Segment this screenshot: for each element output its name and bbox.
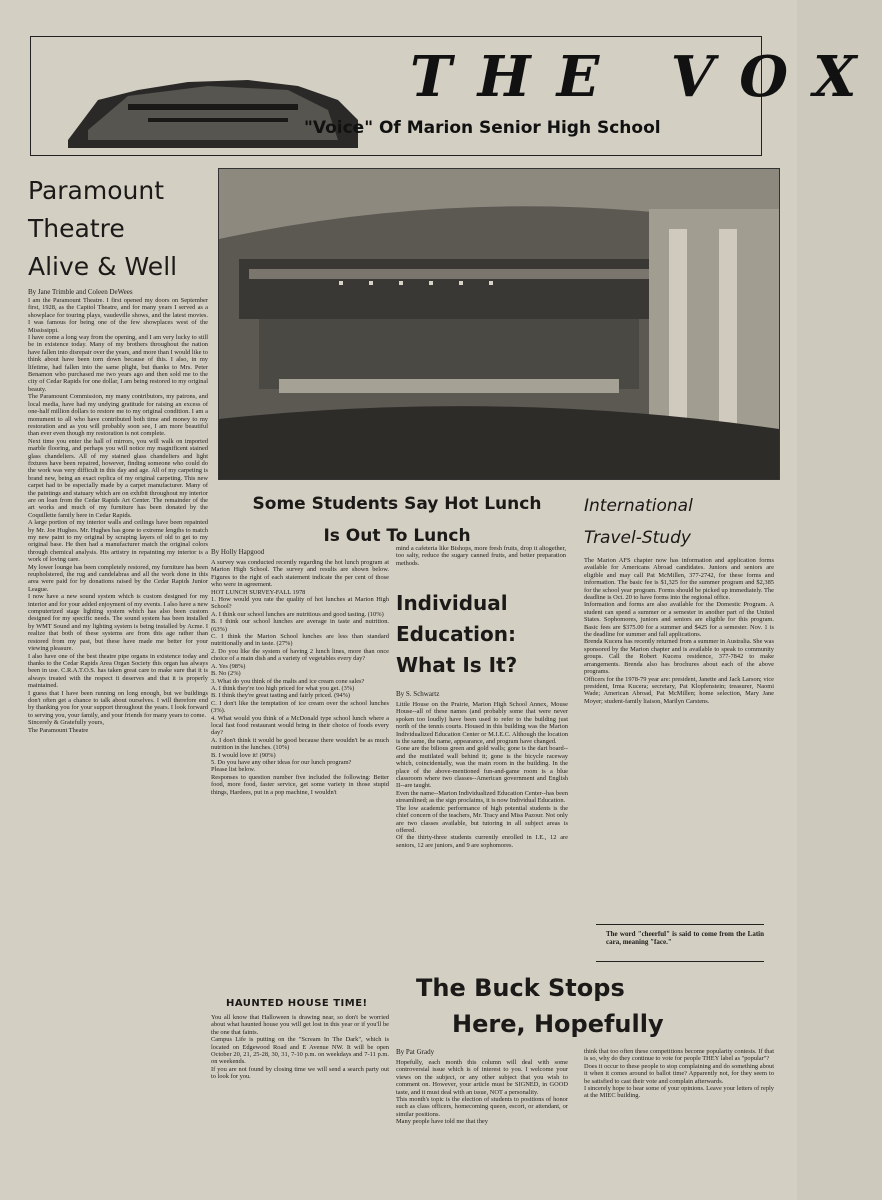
lunch-headline-line-1: Some Students Say Hot Lunch [252,494,542,514]
travel-headline-line-1: International [584,496,693,516]
individual-headline-line-3: What Is It? [396,653,518,677]
cheerful-box [596,924,764,962]
buck-column-1: Hopefully, each month this column will deal with some controversial issue which is of interest to you. I welcome your views on the subject, or any other subject that you wish to comment on. However, your article must be SIGNED, in GOOD taste, and it must deal with an issue, NOT a personality. This month's topic is the election of students to positions of honor such as class officers, homecoming queen, escort, or attendant, or similar positions. Many people have told me that they [396,1059,568,1126]
individual-body: Little House on the Prairie, Marion High School Annex, Mouse House--all of these names (and probably some that were never spoken too loudly) have been used to refer to the building just north of the tennis courts. Housed in this building was the Marion Individualized Education Center or M.I.E.C. Although the location is the same, the name, appearance, and program have changed. Gone are the bilious green and gold walls; gone is the dart board--and the mutilated wall behind it; gone is the bicycle raceway which, coincidentally, was the main room in the building. In the place of the above-mentioned fun-and-game room is a blue classroom where two classes--American government and English II--are taught. Even the name--Marion Individualized Education Center--has been streamlined; as the sign proclaims, it is now Individual Education. The low academic performance of high potential students is the chief concern of the teachers, Mr. Tracy and Miss Pazour. Not only are two classes available, but tutoring in all subject areas is offered. Of the thirty-three students currently enrolled in I.E., 12 are seniors, 12 are juniors, and 9 are sophomores. [396,701,568,849]
individual-headline [396,588,566,681]
masthead-title: THE VOX [410,44,882,110]
individual-headline-line-1: Individual [396,591,508,615]
paramount-headline-line-1: Paramount [28,176,165,205]
buck-headline-line-1: The Buck Stops [416,974,625,1002]
paramount-headline [28,172,177,286]
buck-headline [396,970,776,1042]
paramount-byline: By Jane Trimble and Coleen DeWees [28,288,133,296]
theatre-photo-drawing [219,169,779,479]
buck-column-2: think that too often these competitions become popularity contests. If that is so, why do they continue to vote for people THEY label as "popular"? Does it occur to these people to stop complaining and do something about it when it comes around to ballot time? Apparently not, for they seem to be satisfied to cast their vote and complain afterwards. I sincerely hope to hear some of your opinions. Leave your letters of reply at the MIEC building. [584,1048,774,1100]
lunch-byline: By Holly Hapgood [211,548,265,556]
lunch-headline [232,488,562,552]
buck-byline: By Pat Grady [396,1048,435,1056]
paramount-headline-line-2: Theatre [28,214,125,243]
lunch-body: A survey was conducted recently regarding the hot lunch program at Marion High School. The survey and results are shown below. Figures to the right of each statement indicate the per cent of those who were in agreement. HOT LUNCH SURVEY-FALL 1978 1. How would you rate the quality of hot lunches at Marion High School? A. I think our school lunches are nutritious and good tasting. (10%) B. I think our school lunches are average in taste and nutrition. (63%) C. I think the Marion School lunches are less than standard nutritionally and in taste. (27%) 2. Do you like the system of having 2 lunch lines, more than once choice of a main dish and a variety of vegetables every day? A. Yes (98%) B. No (2%) 3. What do you think of the malts and ice cream cone sales? A. I think they're too high priced for what you get. (3%) B. I think they're great tasting and fairly priced. (94%) C. I don't like the temptation of ice cream over the school lunches (3%). 4. What would you think of a McDonald type school lunch where a local fast food restaurant would bring in their choice of foods every day? A. I don't think it would be good because there wouldn't be as much nutrition in the lunches. (10%) B. I would love it! (90%) 5. Do you have any other ideas for our lunch program? Please list below. Responses to question number five included the following: Better food, more food, faster service, get some variety in those stupid things, Hardees, put in a pop machine, I wouldn't [211,559,389,796]
paramount-headline-line-3: Alive & Well [28,252,178,281]
paramount-body: I am the Paramount Theatre. I first opened my doors on September first, 1928, as the Capitol Theatre, and for many years I served as a showplace for touring plays, vaudeville shows, and the latest movies. I was famous for being one of the few showplaces west of the Mississippi. I have come a long way from the opening, and I am very lucky to still be in existence today. Many of my brothers throughout the nation have fallen into disrepair over the years, and more than I would like to think about have been torn down because of this. I also, in my lifetime, had fallen into the same plight, but thanks to Mrs. Peter Benamon who purchased me two years ago and then sold me to the city of Cedar Rapids for one dollar, I am being restored to my original beauty. The Paramount Commission, my many contributors, my patrons, and local media, have had my undying gratitude for raising an excess of one-half million dollars to restore me to my original condition. I am a monument to all who have contributed both time and money to my restoration and as you will probably soon see, I am more beautiful than ever even though my restoration is not complete. Next time you enter the hall of mirrors, you will walk on imported marble flooring, and perhaps you will notice my magnificent stained glass chandeliers. All of my stained glass chandeliers and light fixtures have been repaired, however, finding someone who could do the work was very difficult in this day and age. All of my carpeting is brand new, being an exact replica of my original carpeting. This new carpet had to be especially made by a carpet manufacturer. Many of the paintings and statuary which are on exhibit throughout my interior are on loan from the Cedar Rapids Art Center. The remainder of the art works and much of my furniture has been donated by the Coquillette family here in Cedar Rapids. A large portion of my interior walls and ceilings have been repainted by Mr. Joe Hughes. Mr. Hughes has gone to extreme lengths to match my new paint to my original by scraping layers of old to get to my original base. He then had a manufacturer match the original colors through chemical analysis. His artistry in repainting my interior is a work of loving care. My lower lounge has been completely restored, my furniture has been reupholstered, the rug and candelabras and all the work done in this area were paid for by donations raised by the Cedar Rapids Junior League. I now have a new sound system which is custom designed for my interior and for your added enjoyment of my events. I also have a new computerized stage lighting system which has also been custom designed for my specific needs. The sound system has been installed by WMT Sound and my lighting system is being installed by Acme. I realize that both of these systems are from this age rather than restored from my past, but these have made me better for your viewing pleasure. I also have one of the best theatre pipe organs in existence today and thanks to the Cedar Rapids Area Organ Society this organ has always been in use. C.R.A.T.O.S. has taken great care to make sure that it is always treated with the respect it deserves and that it is properly maintained. I guess that I have been running on long enough, but we buildings don't often get a chance to talk about ourselves. I will therefore end by thanking you for your support throughout the years. I look forward to serving you, your family, and your friends for many years to come. Sincerely & Gratefully yours, The Paramount Theatre [28,297,208,734]
masthead-subtitle: "Voice" Of Marion Senior High School [304,118,661,138]
lunch-body-continued: mind a cafeteria like Bishops, more fresh fruits, drop it altogether, too salty, reduce the sugary canned fruits, and better preparation methods. [396,545,566,567]
haunted-body: You all know that Halloween is drawing near, so don't be worried about what haunted house you will get lost in this year or if you'll be the one that faints. Campus Life is putting on the "Scream In The Dark", which is located on Edgewood Road and E Avenue NW. It will be open October 20, 21, 25-28, 30, 31, 7-10 p.m. on weekdays and 7-11 p.m. on weekends. If you are not found by closing time we will send a search party out to look for you. [211,1014,389,1081]
haunted-headline: HAUNTED HOUSE TIME! [226,998,368,1009]
cheerful-text: The word "cheerful" is said to come from the Latin cara, meaning "face." [606,930,764,946]
theatre-photo [218,168,780,480]
travel-body: The Marion AFS chapter now has information and application forms available for Americans Abroad candidates. Juniors and seniors are eligible and may call Pat McMillen, 377-2742, for these forms and information. The basic fee is $1,325 for the summer program and $2,385 for the school year program. Forms should be picked up immediately. The deadline is Oct. 20 to have forms into the regional office. Information and forms are also available for the Domestic Program. A student can spend a summer or a semester in another part of the United States. Sophomores, juniors and seniors are eligible for this program. Basic fees are $375.00 for a summer and $425 for a semester. Nov. 1 is the deadline for summer and fall applications. Brenda Kucera has recently returned from a summer in Australia. She was sponsored by the Marion chapter and is available to speak to community groups. Call the Robert Kucera residence, 377-7842 to make arrangements. Brenda also has brochures about each of the above programs. Officers for the 1978-79 year are: president, Janette and Jack Larson; vice president, Irma Kucera; secretary, Pat Klopfenstein; treasurer, Naomi Wade; American Abroad, Pat McMillen; home selection, Mary Jane Moyer; student-family liaison, Marilyn Carstens. [584,557,774,705]
travel-headline-line-2: Travel-Study [584,528,691,548]
buck-headline-line-2: Here, Hopefully [452,1010,664,1038]
individual-headline-line-2: Education: [396,622,516,646]
travel-headline [584,490,774,554]
individual-byline: By S. Schwartz [396,690,440,698]
lunch-headline-line-2: Is Out To Lunch [323,526,471,546]
